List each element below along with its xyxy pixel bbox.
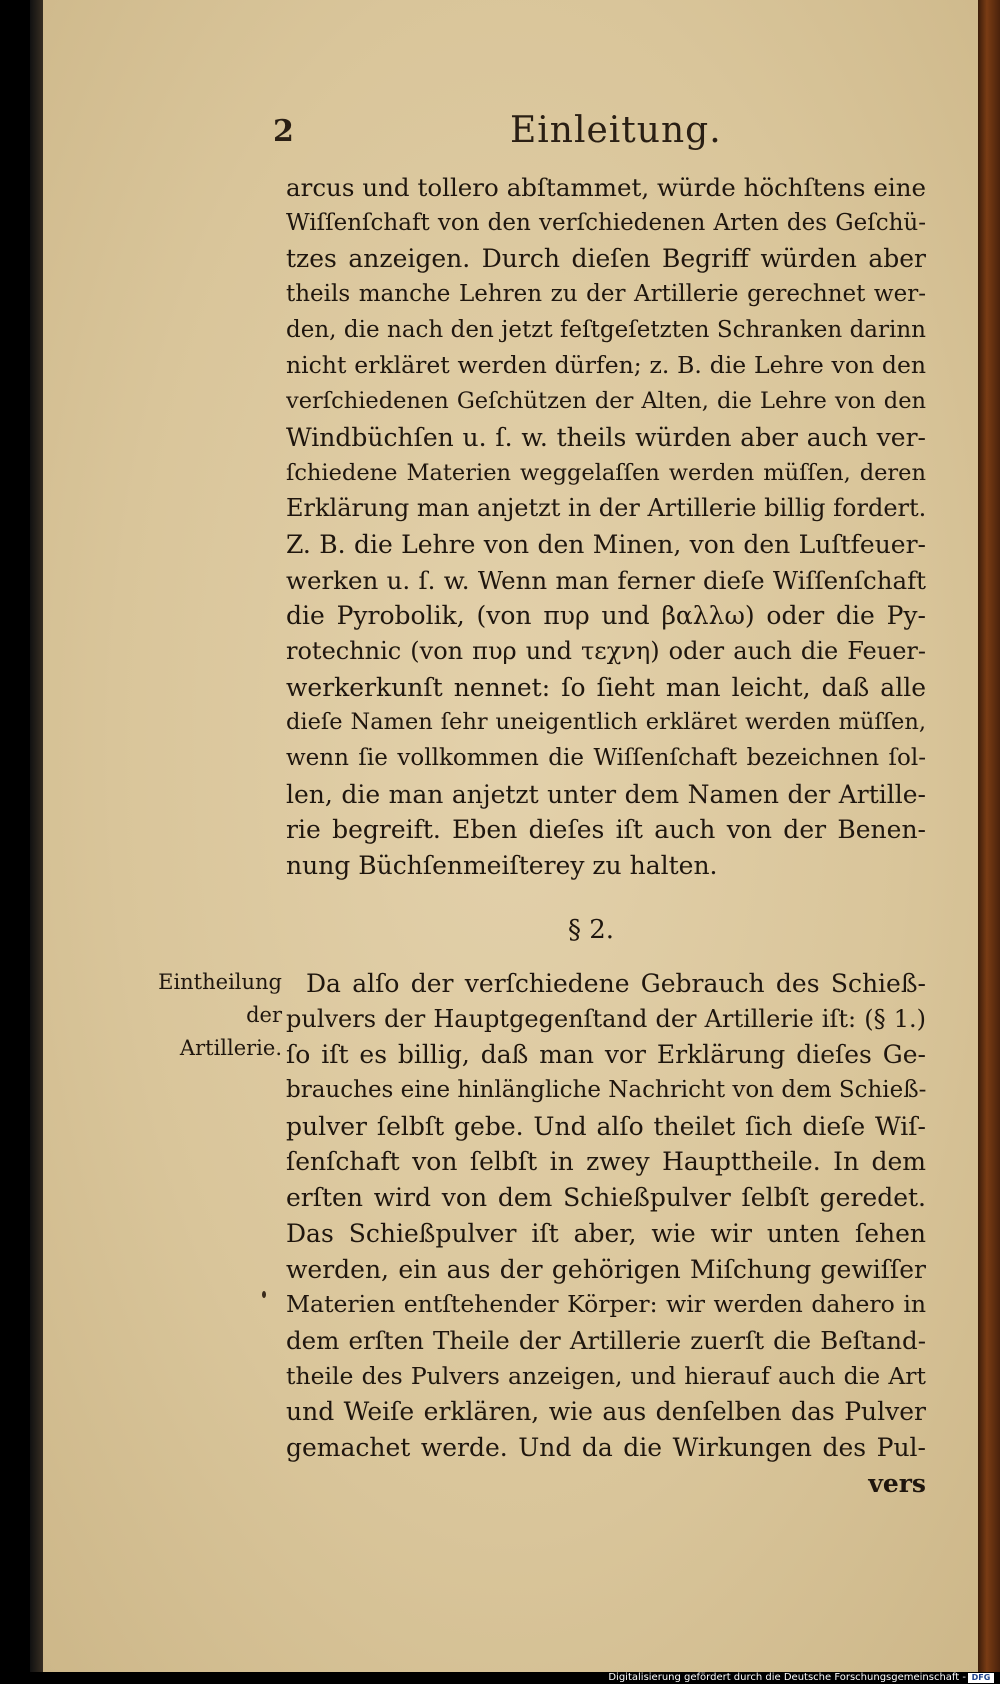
catchword: vers [868, 1468, 926, 1498]
text-line: pulver ſelbſt gebe. Und alſo theilet ſich dieſe Wiſ- [286, 1111, 926, 1141]
text-line: theils manche Lehren zu der Artillerie gerechnet wer- [286, 281, 926, 308]
digitization-footer [0, 1672, 1000, 1684]
text-line: dieſe Namen ſehr uneigentlich erkläret werden müſſen, [286, 709, 926, 736]
dfg-logo: DFG [968, 1673, 994, 1683]
paragraph-2 [286, 966, 926, 1501]
text-line: werken u. ſ. w. Wenn man ferner dieſe Wiſſenſchaft [286, 565, 926, 595]
text-line: ſchiedene Materien weggelaſſen werden müſſen, deren [286, 459, 926, 486]
text-line: werkerkunſt nennet: ſo ſieht man leicht, daß alle [286, 672, 926, 702]
text-line: len, die man anjetzt unter dem Namen der Artille- [286, 779, 926, 809]
ink-speck [262, 1291, 266, 1298]
text-line: rotechnic (von πυρ und τεχνη) oder auch die Feuer- [286, 636, 926, 665]
text-line: tzes anzeigen. Durch dieſen Begriff würden aber [286, 244, 926, 274]
paragraph-1 [286, 170, 926, 884]
text-line: wenn ſie vollkommen die Wiſſenſchaft bezeichnen ſol- [286, 745, 926, 771]
text-line: Erklärung man anjetzt in der Artillerie billig fordert. [286, 494, 926, 523]
text-line: Materien entſtehender Körper: wir werden dahero in [286, 1290, 926, 1319]
book-left-edge [30, 0, 44, 1672]
text-line: ſo iſt es billig, daß man vor Erklärung dieſes Ge- [286, 1040, 926, 1070]
running-title: Einleitung. [510, 110, 722, 151]
text-line: verſchiedenen Geſchützen der Alten, die Lehre von den [286, 388, 926, 415]
text-line: und Weiſe erklären, wie aus denſelben das Pulver [286, 1397, 926, 1427]
text-line: Wiſſenſchaft von den verſchiedenen Arten des Geſchü- [286, 209, 926, 236]
margin-note-line: Eintheilung [158, 970, 282, 994]
text-line: gemachet werde. Und da die Wirkungen des Pul- [286, 1432, 926, 1462]
text-line: Z. B. die Lehre von den Minen, von den Luſtfeuer- [286, 529, 926, 559]
book-spine [978, 0, 1000, 1672]
footer-credit: Digitalisierung gefördert durch die Deutsche Forschungsgemeinschaft - [608, 1672, 966, 1683]
text-line: Das Schießpulver iſt aber, wie wir unten ſehen [286, 1218, 926, 1248]
text-line: Windbüchſen u. ſ. w. theils würden aber auch ver- [286, 422, 926, 452]
margin-note-line: der Artillerie. [179, 1003, 282, 1060]
text-line: ſenſchaft von ſelbſt in zwey Haupttheile. In dem [286, 1147, 926, 1177]
text-line: die Pyrobolik, (von πυρ und βαλλω) oder die Py- [286, 601, 926, 631]
page-header [265, 110, 722, 158]
text-line: Da alſo der verſchiedene Gebrauch des Schieß- [306, 969, 926, 998]
text-line: werden, ein aus der gehörigen Miſchung gewiſſer [286, 1254, 926, 1284]
text-line: pulvers der Hauptgegenſtand der Artillerie iſt: (§ 1.) [286, 1004, 926, 1033]
text-line: arcus und tollero abſtammet, würde höchſtens eine [286, 173, 926, 202]
text-line: nung Büchſenmeiſterey zu halten. [286, 851, 718, 881]
text-line: brauches eine hinlängliche Nachricht von dem Schieß- [286, 1077, 926, 1104]
text-line: nicht erkläret werden dürfen; z. B. die Lehre von den [286, 351, 926, 380]
text-line: dem erſten Theile der Artillerie zuerſt die Beſtand- [286, 1325, 926, 1355]
margin-note [152, 966, 282, 1065]
text-line: rie begreift. Eben dieſes iſt auch von der Benen- [286, 815, 926, 845]
page-number: 2 [273, 114, 294, 149]
text-line: theile des Pulvers anzeigen, und hierauf auch die Art [286, 1361, 926, 1390]
text-line: erſten wird von dem Schießpulver ſelbſt geredet. [286, 1183, 926, 1213]
section-heading: § 2. [568, 915, 615, 945]
text-line: den, die nach den jetzt feſtgeſetzten Schranken darinn [286, 316, 926, 343]
